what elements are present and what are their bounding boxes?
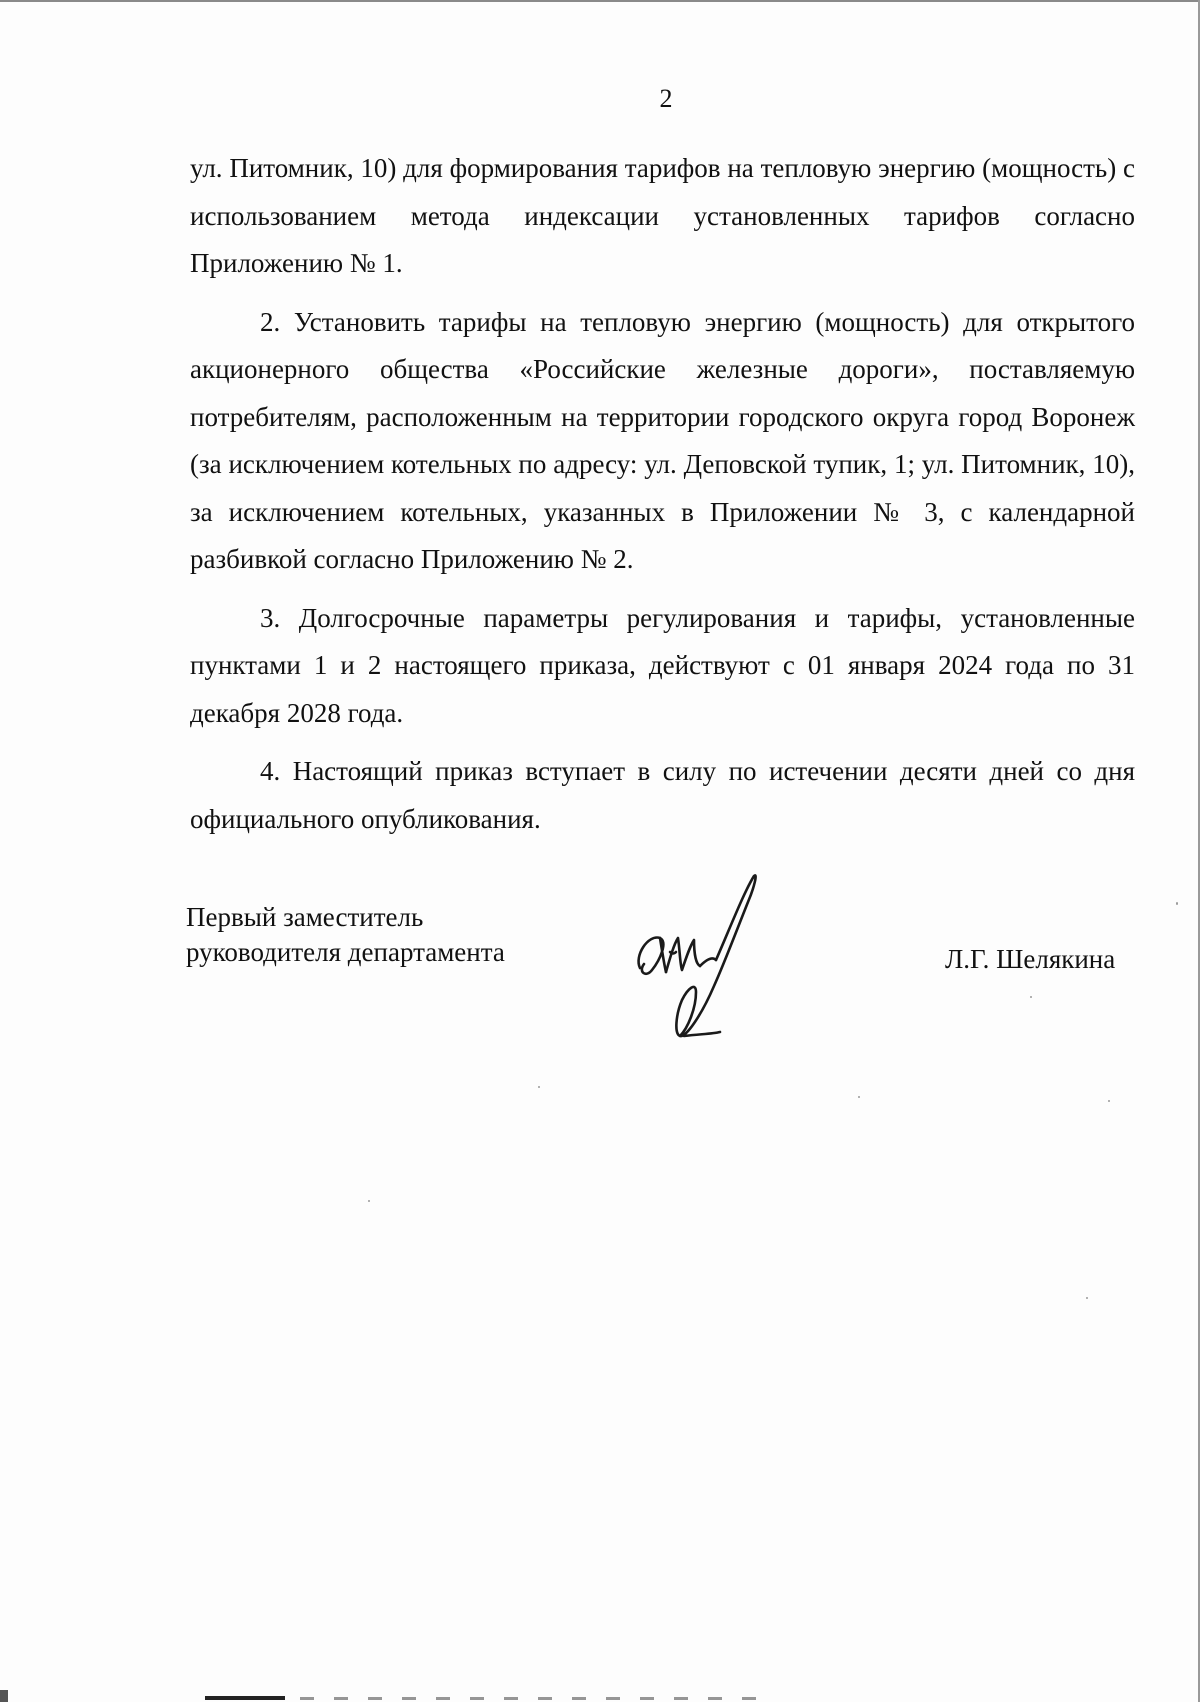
paragraph-item-4: 4. Настоящий приказ вступает в силу по истечении десяти дней со дня официального опубликования. [190, 756, 1135, 834]
paragraph-item-2: 2. Установить тарифы на тепловую энергию (мощность) для открытого акционерного общества «Российские железные дороги», поставляемую потребителям, расположенным на территории городского округа город Воронеж (за исключением котельных по адресу: ул. Деповской тупик, 1; ул. Питомник, 10), за исключением котельных, указанных в Приложении № 3, с календарной разбивкой согласно Приложению № 2. [190, 306, 1135, 574]
scan-edge-mark [0, 1690, 8, 1702]
document-body [190, 145, 1135, 843]
scan-speck [368, 1200, 370, 1202]
scan-edge-mark [300, 1697, 760, 1700]
handwritten-signature-icon [630, 868, 800, 1048]
signatory-position-line-2: руководителя департамента [186, 937, 505, 967]
scan-speck [1108, 1100, 1110, 1102]
scan-edge-mark [205, 1696, 285, 1700]
scan-speck [538, 1086, 540, 1088]
signatory-position [186, 900, 505, 970]
signatory-name: Л.Г. Шелякина [945, 944, 1116, 974]
paragraph-item-3: 3. Долгосрочные параметры регулирования и тарифы, установленные пунктами 1 и 2 настоящего приказа, действуют с 01 января 2024 года по 31 декабря 2028 года. [190, 602, 1135, 728]
paragraph-continuation: ул. Питомник, 10) для формирования тарифов на тепловую энергию (мощность) с использованием метода индексации установленных тарифов согласно Приложению № 1. [190, 153, 1135, 278]
page-number: 2 [659, 84, 673, 113]
scan-speck [1086, 1297, 1088, 1299]
scan-speck [1176, 902, 1178, 905]
scan-speck [858, 1096, 860, 1098]
scan-edge-top [0, 0, 1200, 2]
scan-speck [1030, 996, 1032, 998]
signatory-position-line-1: Первый заместитель [186, 902, 424, 932]
